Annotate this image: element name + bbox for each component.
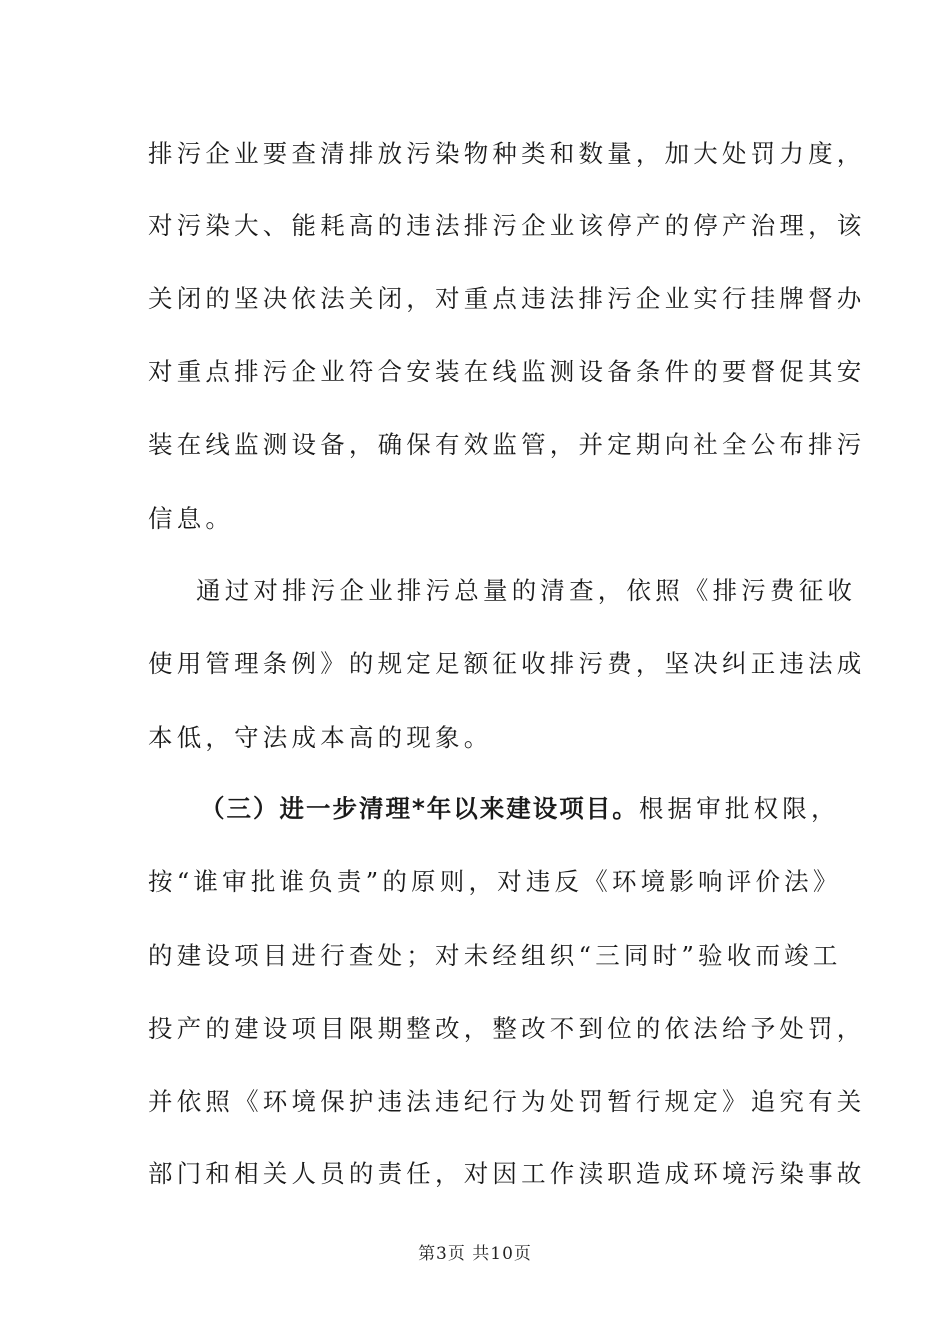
paragraph-line: 使用管理条例》的规定足额征收排污费，坚决纠正违法成 [148, 649, 866, 678]
page-number-footer: 第3页 共10页 [418, 1244, 532, 1264]
paragraph-line: 排污企业要查清排放污染物种类和数量，加大处罚力度， [148, 139, 866, 168]
paragraph-line: 信息。 [148, 504, 235, 533]
paragraph-line: 并依照《环境保护违法违纪行为处罚暂行规定》追究有关 [148, 1087, 866, 1116]
paragraph-line: 通过对排污企业排污总量的清查，依照《排污费征收 [196, 576, 857, 605]
paragraph-line: 装在线监测设备，确保有效监管，并定期向社全公布排污 [148, 430, 866, 459]
paragraph-line: 投产的建设项目限期整改，整改不到位的依法给予处罚， [148, 1014, 866, 1043]
section-heading-continuation: 根据审批权限， [638, 794, 840, 823]
paragraph-line: 的建设项目进行查处；对未经组织“三同时”验收而竣工 [148, 941, 842, 970]
paragraph-line: 关闭的坚决依法关闭，对重点违法排污企业实行挂牌督办 [148, 284, 866, 313]
section-heading-line [200, 793, 860, 825]
paragraph-line: 对污染大、能耗高的违法排污企业该停产的停产治理，该 [148, 211, 866, 240]
paragraph-line: 部门和相关人员的责任，对因工作渎职造成环境污染事故 [148, 1159, 866, 1188]
paragraph-line: 对重点排污企业符合安装在线监测设备条件的要督促其安 [148, 357, 866, 386]
paragraph-line: 按“谁审批谁负责”的原则，对违反《环境影响评价法》 [148, 867, 842, 896]
section-heading: （三）进一步清理*年以来建设项目。 [200, 794, 639, 823]
paragraph-line: 本低，守法成本高的现象。 [148, 723, 493, 752]
